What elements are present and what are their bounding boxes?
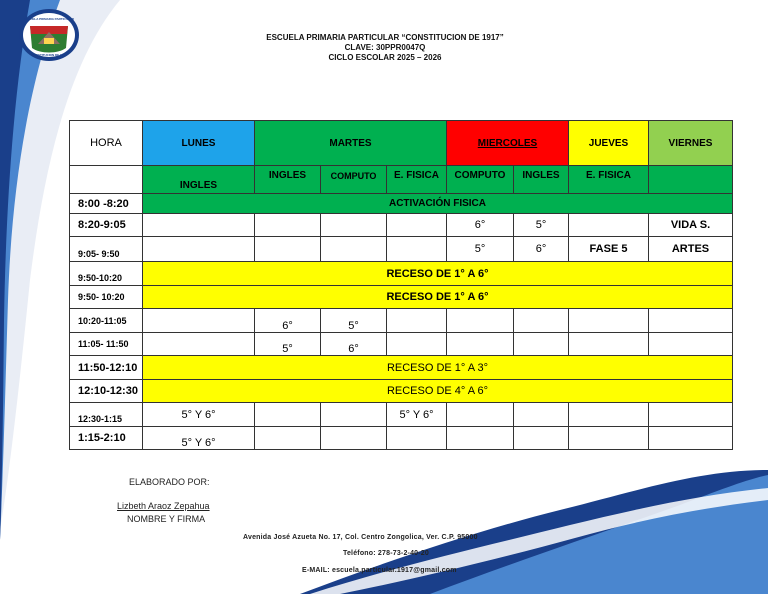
schedule-row (70, 237, 733, 262)
school-ciclo: CICLO ESCOLAR 2025 – 2026 (328, 53, 442, 62)
time-cell: 12:10-12:30 (70, 380, 143, 403)
cell (649, 333, 733, 356)
document-header (200, 33, 570, 63)
cell (387, 214, 447, 237)
cell (649, 427, 733, 450)
cell: 5° (514, 214, 569, 237)
address-text: Avenida José Azueta No. 17, Col. Centro Zongolica, Ver. C.P. 95000 (243, 534, 478, 541)
sub-miercoles-1: COMPUTO (447, 166, 514, 194)
phone-text: Teléfono: 278-73-2-40-20 (343, 550, 429, 557)
schedule-row (70, 214, 733, 237)
cell (514, 333, 569, 356)
cell (321, 214, 387, 237)
span-cell: RECESO DE 4° A 6° (143, 380, 733, 403)
cell (387, 333, 447, 356)
time-cell: 10:20-11:05 (70, 309, 143, 333)
school-logo (18, 8, 80, 62)
cell (255, 403, 321, 427)
school-clave: CLAVE: 30PPR0047Q (344, 43, 426, 52)
cell (569, 427, 649, 450)
cell (569, 403, 649, 427)
cell (143, 214, 255, 237)
cell: 6° (447, 214, 514, 237)
schedule-row (70, 286, 733, 309)
sub-martes-3: E. FISICA (387, 166, 447, 194)
schedule-table (69, 120, 733, 450)
cell (143, 333, 255, 356)
cell (255, 214, 321, 237)
email-text: E-MAIL: escuela.particular.1917@gmail.com (302, 567, 457, 574)
logo-text-bottom: CONSTITUCION DE 1917 (31, 53, 67, 57)
cell: 6° (255, 309, 321, 333)
cell (321, 403, 387, 427)
time-cell: 11:05- 11:50 (70, 333, 143, 356)
cell (447, 333, 514, 356)
cell: 5° (255, 333, 321, 356)
schedule-row (70, 427, 733, 450)
time-cell: 9:05- 9:50 (70, 237, 143, 262)
cell: 6° (514, 237, 569, 262)
sub-martes-1: INGLES (255, 166, 321, 194)
cell (514, 427, 569, 450)
time-cell: 8:20-9:05 (70, 214, 143, 237)
cell (255, 237, 321, 262)
firma-label: NOMBRE Y FIRMA (127, 514, 206, 524)
span-cell: RECESO DE 1° A 3° (143, 356, 733, 380)
cell: 5° Y 6° (143, 427, 255, 450)
schedule-row (70, 333, 733, 356)
cell (143, 237, 255, 262)
cell: 6° (321, 333, 387, 356)
cell (569, 214, 649, 237)
col-viernes: VIERNES (649, 121, 733, 166)
cell (569, 333, 649, 356)
cell: 5° Y 6° (143, 403, 255, 427)
cell (387, 237, 447, 262)
time-cell: 11:50-12:10 (70, 356, 143, 380)
col-hora: HORA (70, 121, 143, 166)
school-name: ESCUELA PRIMARIA PARTICULAR “CONSTITUCION DE 1917” (266, 33, 504, 42)
cell (514, 403, 569, 427)
span-cell: ACTIVACIÓN FISICA (143, 194, 733, 214)
logo-text-top: ESCUELA PRIMARIA PARTICULAR (24, 17, 74, 21)
schedule-row (70, 403, 733, 427)
cell: FASE 5 (569, 237, 649, 262)
cell: 5° (447, 237, 514, 262)
time-cell: 1:15-2:10 (70, 427, 143, 450)
cell: ARTES (649, 237, 733, 262)
cell: 5° (321, 309, 387, 333)
col-lunes: LUNES (143, 121, 255, 166)
cell (514, 309, 569, 333)
col-jueves: JUEVES (569, 121, 649, 166)
sub-lunes: INGLES (143, 166, 255, 194)
cell (649, 309, 733, 333)
span-cell: RECESO DE 1° A 6° (143, 286, 733, 309)
cell: 5° Y 6° (387, 403, 447, 427)
sub-miercoles-2: INGLES (514, 166, 569, 194)
col-martes: MARTES (255, 121, 447, 166)
cell (649, 403, 733, 427)
sub-jueves: E. FISICA (569, 166, 649, 194)
cell: VIDA S. (649, 214, 733, 237)
cell (321, 427, 387, 450)
span-cell: RECESO DE 1° A 6° (143, 262, 733, 286)
cell (387, 309, 447, 333)
time-cell: 8:00 -8:20 (70, 194, 143, 214)
time-cell: 9:50-10:20 (70, 262, 143, 286)
schedule-row (70, 194, 733, 214)
cell (569, 309, 649, 333)
time-cell: 9:50- 10:20 (70, 286, 143, 309)
sub-hora-empty (70, 166, 143, 194)
schedule-row (70, 309, 733, 333)
cell (143, 309, 255, 333)
schedule-row (70, 262, 733, 286)
cell (447, 403, 514, 427)
schedule-row (70, 356, 733, 380)
cell (447, 427, 514, 450)
cell (387, 427, 447, 450)
col-miercoles: MIERCOLES (447, 121, 569, 166)
time-cell: 12:30-1:15 (70, 403, 143, 427)
author-name: Lizbeth Araoz Zepahua (117, 501, 210, 511)
sub-martes-2: COMPUTO (321, 166, 387, 194)
header-row (70, 121, 733, 166)
schedule-row (70, 380, 733, 403)
cell (321, 237, 387, 262)
sub-viernes (649, 166, 733, 194)
cell (447, 309, 514, 333)
subject-row (70, 166, 733, 194)
cell (255, 427, 321, 450)
elaborado-label: ELABORADO POR: (129, 477, 210, 487)
